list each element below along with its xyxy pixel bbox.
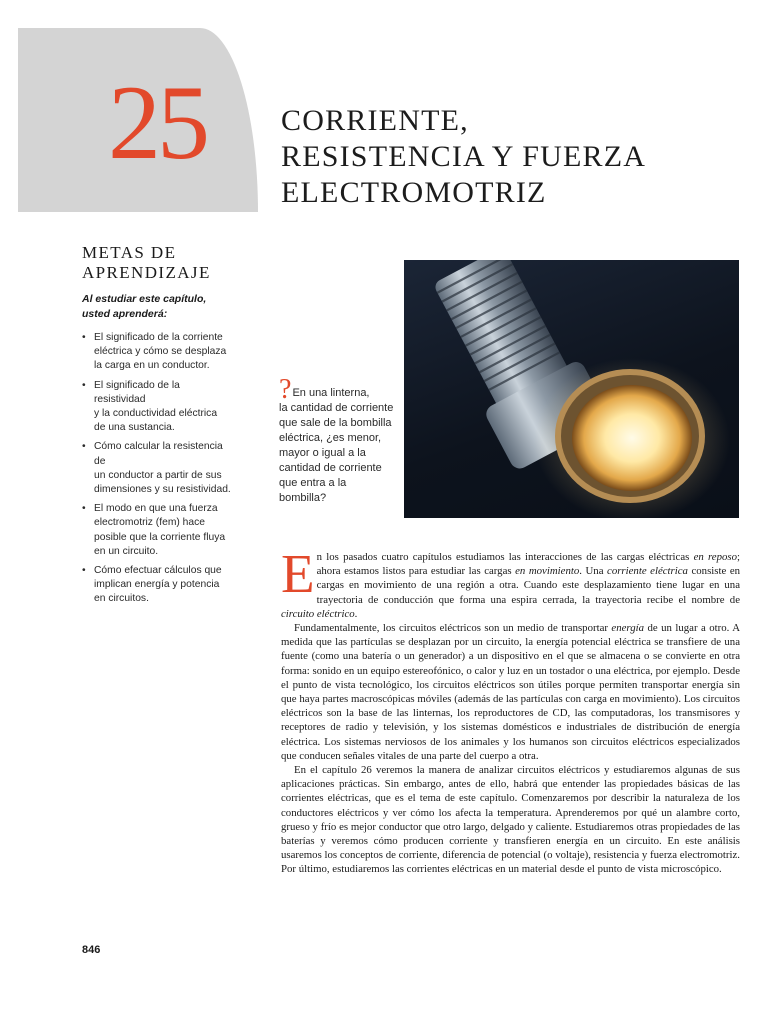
chapter-number: 25 xyxy=(108,64,206,181)
body-text-run: . Una xyxy=(579,565,608,578)
question-line: cantidad de corriente xyxy=(279,462,382,474)
goal-item-line: en un circuito. xyxy=(94,545,159,557)
emphasis-text: corriente eléctrica xyxy=(607,565,688,578)
goal-item-line: un conductor a partir de sus xyxy=(94,469,222,481)
question-line: eléctrica, ¿es menor, xyxy=(279,432,382,444)
body-paragraph-3 xyxy=(281,763,740,877)
goals-list xyxy=(82,331,232,607)
learning-goals xyxy=(82,243,232,612)
goals-heading-line: METAS DE xyxy=(82,243,177,262)
chapter-title-line: CORRIENTE, xyxy=(281,104,469,137)
emphasis-text: en reposo xyxy=(693,551,737,563)
chapter-title xyxy=(281,103,751,211)
chapter-question xyxy=(279,374,395,506)
body-text-run: ; ahora estamos listos para estudiar las cargas xyxy=(316,551,740,578)
body-text-run: Fundamentalmente, los circuitos eléctricos son un medio de transportar xyxy=(294,622,612,635)
question-line: que sale de la bombilla xyxy=(279,417,392,429)
goal-item xyxy=(82,379,232,436)
goal-item-line: El significado de la resistividad xyxy=(94,379,180,405)
goal-item-line: la carga en un conductor. xyxy=(94,360,210,372)
goal-item-line: electromotriz (fem) hace xyxy=(94,517,206,529)
flashlight-photo xyxy=(404,260,739,518)
goal-item-line: de una sustancia. xyxy=(94,422,175,434)
question-line: bombilla? xyxy=(279,492,327,504)
goals-intro-line: Al estudiar este capítulo, xyxy=(82,293,207,305)
question-line: En una linterna, xyxy=(292,387,370,399)
goals-heading xyxy=(82,243,232,283)
goal-item-line: El significado de la corriente xyxy=(94,332,223,343)
goal-item-line: Cómo efectuar cálculos que xyxy=(94,565,222,577)
goal-item xyxy=(82,502,232,559)
body-text-run: n los pasados cuatro capítulos estudiamos las interacciones de las cargas eléctricas xyxy=(316,551,694,563)
body-text-run: consiste en cargas en movimiento de una región a otra. Cuando este desplazamiento tiene lugar en una trayectoria de conducción que forma una espira cerrada, la trayectoria recibe el nombre de xyxy=(316,565,741,606)
emphasis-text: en movimiento xyxy=(515,565,580,578)
goal-item xyxy=(82,331,232,374)
question-line: mayor o igual a la xyxy=(279,447,366,459)
goal-item-line: posible que la corriente fluya xyxy=(94,531,226,543)
goal-item xyxy=(82,564,232,607)
flashlight-icon xyxy=(404,260,739,518)
emphasis-text: circuito eléctrico xyxy=(281,607,355,620)
goal-item-line: El modo en que una fuerza xyxy=(94,503,218,515)
question-line: que entra a la xyxy=(279,477,347,489)
goals-heading-line: APRENDIZAJE xyxy=(82,263,211,282)
goal-item-line: y la conductividad eléctrica xyxy=(94,408,218,420)
chapter-title-line: ELECTROMOTRIZ xyxy=(281,176,547,209)
body-text xyxy=(281,543,741,877)
goal-item-line: eléctrica y cómo se desplaza xyxy=(94,346,227,358)
question-mark-icon: ? xyxy=(279,374,292,405)
goals-intro-line: usted aprenderá: xyxy=(82,308,168,320)
goal-item-line: Cómo calcular la resistencia de xyxy=(94,441,223,467)
goals-intro xyxy=(82,292,232,322)
body-text-run: . xyxy=(354,607,358,620)
goal-item-line: en circuitos. xyxy=(94,593,149,605)
emphasis-text: energía xyxy=(611,622,645,635)
body-paragraph-1 xyxy=(281,543,741,621)
goal-item-line: implican energía y potencia xyxy=(94,579,220,591)
page-number: 846 xyxy=(82,944,101,956)
chapter-title-line: RESISTENCIA Y FUERZA xyxy=(281,140,647,173)
body-text-run: En el capítulo 26 veremos la manera de analizar circuitos eléctricos y estudiaremos algunas de sus aplicaciones prácticas. Sin embargo, antes de ello, habrá que entender las propiedades básicas de las corrientes eléctricas, que es el tema de este capítulo. Comenzaremos por describir la naturaleza de los conductores eléctricos y ver cómo los afecta la temperatura. Aprenderemos por qué un alambre corto, grueso y frío es mejor conductor que otro largo, delgado y caliente. Estudiaremos otras propiedades de las baterías y veremos cómo producen corriente y transfieren energía en un circuito. En este análisis usaremos los conceptos de corriente, diferencia de potencial (o voltaje), resistencia y fuerza electromotriz. Por último, estudiaremos las corrientes eléctricas en un material desde el punto de vista microscópico. xyxy=(281,764,740,876)
goal-item xyxy=(82,440,232,497)
body-text-run: de un lugar a otro. A medida que las partículas se desplazan por un circuito, la energía potencial eléctrica se transfiere de una fuente (como una batería o un generador) a un dispositivo en el que se almacena o se convierte en otra forma: sonido en un equipo estereofónico, o calor y luz en un tostador o una eléctrica, por ejemplo. Desde el punto de vista tecnológico, los circuitos eléctricos son útiles porque permiten transportar energía sin que haya partes macroscópicas móviles (además de las partículas con carga en movimiento). Los circuitos eléctricos son la base de las linternas, los reproductores de CD, las computadoras, los transmisores y receptores de radio y televisión, y los sistemas domésticos e industriales de distribución de energía eléctrica. Los sistemas nerviosos de los animales y los humanos son circuitos eléctricos especializados que conducen señales vitales de una parte del cuerpo a otra. xyxy=(281,622,740,762)
body-paragraph-2 xyxy=(281,621,740,763)
goal-item-line: dimensiones y su resistividad. xyxy=(94,484,231,496)
question-line: la cantidad de corriente xyxy=(279,402,394,414)
dropcap: E xyxy=(281,543,315,604)
